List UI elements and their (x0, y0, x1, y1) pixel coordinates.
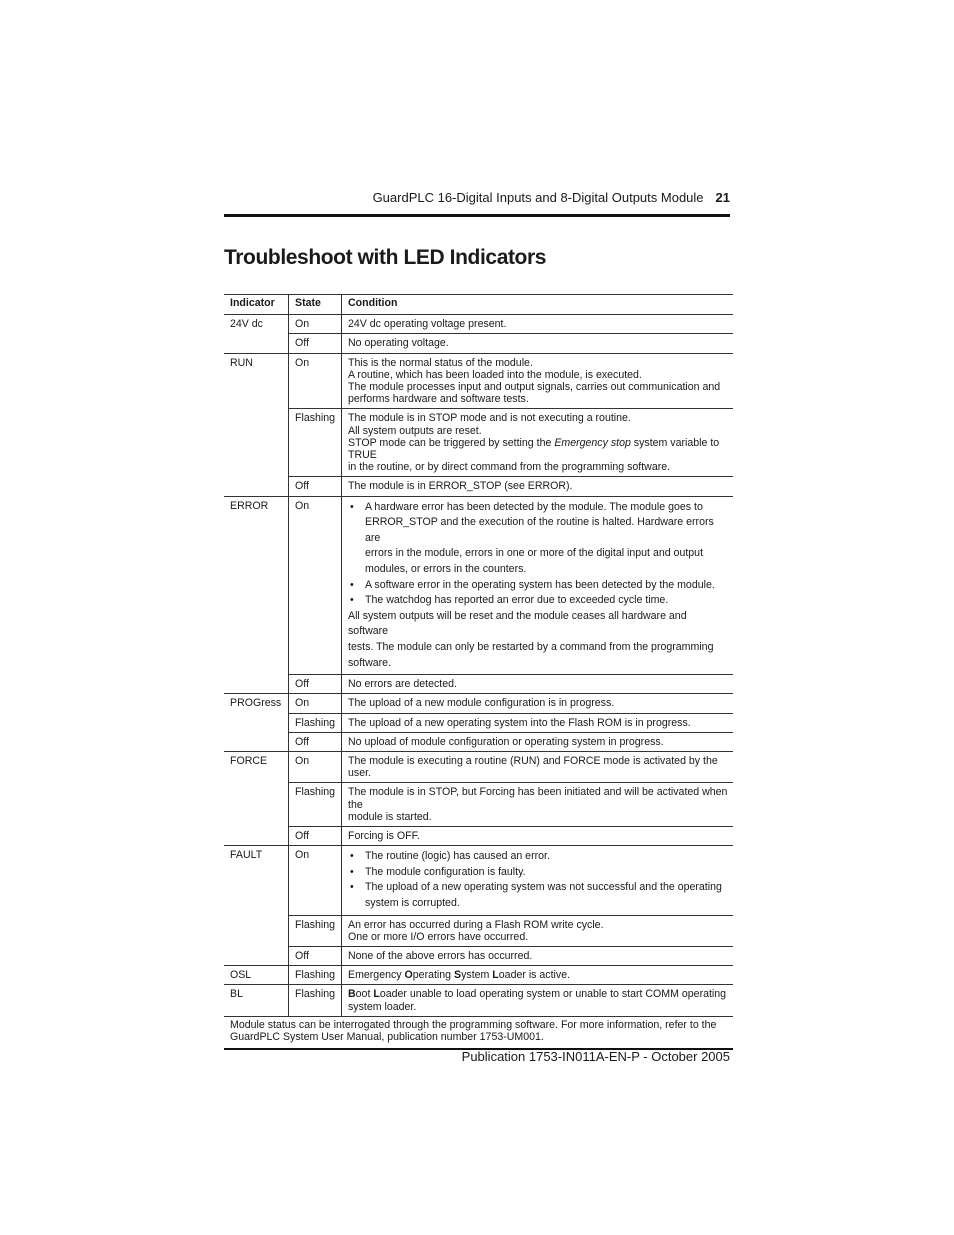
column-header-state: State (289, 295, 342, 315)
bullet-icon: • (350, 881, 354, 894)
bullet-line: modules, or errors in the counters. (365, 563, 527, 576)
column-header-indicator: Indicator (224, 295, 289, 315)
bullet-list (348, 849, 728, 911)
condition-line: module is started. (348, 810, 432, 823)
condition-line: in the routine, or by direct command from the programming software. (348, 461, 671, 474)
condition-text: system variable to TRUE (348, 436, 720, 462)
bullet-line: A hardware error has been detected by the module. The module goes to (365, 500, 703, 513)
condition-line: software. (348, 656, 391, 669)
condition-cell (342, 353, 734, 409)
bullet-list (348, 500, 728, 609)
table-row (224, 409, 733, 477)
section-title: Troubleshoot with LED Indicators (224, 246, 547, 269)
led-indicator-table (224, 294, 733, 1048)
condition-cell (342, 915, 734, 946)
state-cell: On (289, 315, 342, 334)
condition-line: A routine, which has been loaded into the module, is executed. (348, 368, 642, 381)
table-row (224, 751, 733, 782)
state-cell: On (289, 496, 342, 675)
bullet-item (348, 593, 728, 609)
bullet-icon: • (350, 865, 354, 878)
state-cell: Flashing (289, 713, 342, 732)
condition-line (348, 437, 728, 461)
condition-line (348, 988, 728, 1000)
bullet-icon: • (350, 578, 354, 591)
bullet-icon: • (350, 850, 354, 863)
table-body (224, 315, 733, 1049)
indicator-cell: FAULT (224, 846, 289, 966)
state-cell: Off (289, 732, 342, 751)
bullet-line: system is corrupted. (365, 896, 460, 909)
footnote-line: GuardPLC System User Manual, publication number 1753-UM001. (230, 1031, 544, 1043)
table-row (224, 315, 733, 334)
bullet-line: A software error in the operating system has been detected by the module. (365, 578, 715, 591)
condition-text: oader is active. (498, 969, 571, 982)
condition-line: An error has occurred during a Flash ROM write cycle. (348, 918, 604, 931)
condition-cell (342, 732, 734, 751)
condition-line: The module is executing a routine (RUN) and FORCE mode is activated by the user. (348, 754, 718, 780)
condition-cell (342, 966, 734, 985)
condition-line: The module is in STOP, but Forcing has been initiated and will be activated when the (348, 786, 728, 811)
bullet-line: ERROR_STOP and the execution of the routine is halted. Hardware errors are (365, 516, 714, 544)
table-row (224, 732, 733, 751)
table-row (224, 713, 733, 732)
table-row (224, 915, 733, 946)
table-row (224, 675, 733, 694)
running-header (224, 190, 730, 205)
condition-line (348, 969, 728, 981)
condition-line: Forcing is OFF. (348, 830, 420, 842)
column-header-condition: Condition (342, 295, 734, 315)
state-cell: On (289, 751, 342, 782)
bullet-icon: • (350, 594, 354, 607)
footnote-line: Module status can be interrogated through the programming software. For more information, refer to the (230, 1018, 717, 1031)
condition-text: ystem (461, 969, 493, 982)
state-cell: Flashing (289, 966, 342, 985)
state-cell: On (289, 353, 342, 409)
condition-line: All system outputs are reset. (348, 424, 482, 437)
acronym-letter: S (454, 969, 462, 982)
indicator-cell: PROGress (224, 694, 289, 752)
state-cell: Off (289, 827, 342, 846)
state-cell: Flashing (289, 915, 342, 946)
condition-cell (342, 946, 734, 965)
indicator-cell: ERROR (224, 496, 289, 694)
bullet-line: The module configuration is faulty. (365, 865, 526, 878)
acronym-letter: O (404, 969, 413, 982)
bullet-line: The watchdog has reported an error due to exceeded cycle time. (365, 594, 669, 607)
condition-note (348, 609, 728, 671)
state-cell: Off (289, 675, 342, 694)
condition-cell (342, 675, 734, 694)
bullet-line: The upload of a new operating system was not successful and the operating (365, 881, 722, 894)
condition-line: 24V dc operating voltage present. (348, 318, 507, 331)
table-row (224, 783, 733, 827)
condition-line: tests. The module can only be restarted by a command from the programming (348, 640, 714, 653)
condition-cell (342, 477, 734, 496)
indicator-cell: RUN (224, 353, 289, 496)
header-rule (224, 214, 730, 217)
acronym-letter: L (492, 969, 499, 982)
indicator-cell: FORCE (224, 751, 289, 845)
table-row (224, 985, 733, 1016)
condition-line: The module is in ERROR_STOP (see ERROR). (348, 480, 573, 493)
condition-line: None of the above errors has occurred. (348, 949, 533, 962)
condition-cell (342, 985, 734, 1016)
condition-cell (342, 751, 734, 782)
state-cell: Flashing (289, 985, 342, 1016)
bullet-icon: • (350, 500, 354, 513)
emphasis-text: Emergency stop (554, 436, 631, 449)
bullet-line: The routine (logic) has caused an error. (365, 850, 550, 863)
condition-line: The upload of a new module configuration is in progress. (348, 697, 615, 710)
bullet-item (348, 849, 728, 865)
table-row (224, 946, 733, 965)
state-cell: Off (289, 477, 342, 496)
running-title: GuardPLC 16-Digital Inputs and 8-Digital Outputs Module (372, 190, 704, 205)
condition-cell (342, 713, 734, 732)
state-cell: On (289, 694, 342, 713)
table-footnote-row (224, 1016, 733, 1048)
table-row (224, 353, 733, 409)
state-cell: Off (289, 334, 342, 353)
condition-cell (342, 496, 734, 675)
condition-line: system loader. (348, 1000, 417, 1013)
condition-line: No errors are detected. (348, 678, 457, 691)
bullet-item (348, 865, 728, 881)
table-header-row (224, 295, 733, 315)
table-row (224, 334, 733, 353)
condition-line: No upload of module configuration or operating system in progress. (348, 735, 664, 748)
condition-line: All system outputs will be reset and the module ceases all hardware and software (348, 609, 687, 638)
condition-cell (342, 409, 734, 477)
bullet-item (348, 500, 728, 578)
condition-text: Emergency (348, 969, 405, 982)
condition-cell (342, 315, 734, 334)
state-cell: Flashing (289, 783, 342, 827)
acronym-letter: B (348, 988, 356, 1001)
condition-line: The upload of a new operating system into the Flash ROM is in progress. (348, 716, 691, 729)
table-row (224, 496, 733, 675)
table-row (224, 477, 733, 496)
page-number: 21 (715, 190, 730, 205)
condition-text: perating (412, 969, 455, 982)
state-cell: On (289, 846, 342, 915)
condition-text: oot (355, 988, 374, 1001)
indicator-cell: BL (224, 985, 289, 1016)
condition-text: oader unable to load operating system or unable to start COMM operating (379, 988, 727, 1001)
condition-line: No operating voltage. (348, 337, 449, 350)
indicator-cell: OSL (224, 966, 289, 985)
table-row (224, 694, 733, 713)
condition-text: STOP mode can be triggered by setting the (348, 436, 555, 449)
condition-cell (342, 334, 734, 353)
indicator-cell: 24V dc (224, 315, 289, 353)
table-row (224, 966, 733, 985)
condition-line: This is the normal status of the module. (348, 356, 533, 369)
bullet-item (348, 578, 728, 594)
condition-cell (342, 694, 734, 713)
table-footnote (224, 1016, 733, 1048)
state-cell: Flashing (289, 409, 342, 477)
condition-line: The module is in STOP mode and is not executing a routine. (348, 412, 631, 425)
publication-footer: Publication 1753-IN011A-EN-P - October 2005 (461, 1049, 730, 1064)
condition-cell (342, 846, 734, 915)
acronym-letter: L (373, 988, 380, 1001)
condition-cell (342, 827, 734, 846)
state-cell: Off (289, 946, 342, 965)
table-row (224, 846, 733, 915)
condition-line: One or more I/O errors have occurred. (348, 930, 529, 943)
bullet-item (348, 880, 728, 911)
condition-line: performs hardware and software tests. (348, 393, 529, 406)
condition-line: The module processes input and output signals, carries out communication and (348, 381, 721, 394)
bullet-line: errors in the module, errors in one or more of the digital input and output (365, 547, 704, 560)
table-row (224, 827, 733, 846)
condition-cell (342, 783, 734, 827)
